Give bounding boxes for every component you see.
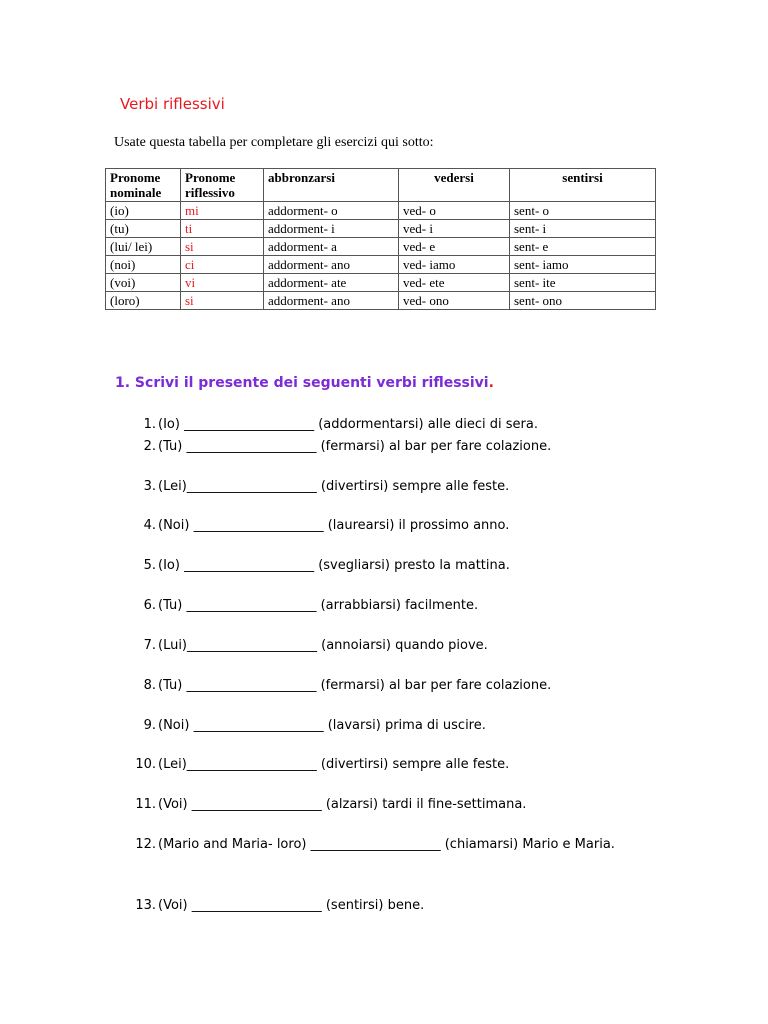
cell-vedersi: ved- ete (399, 274, 510, 292)
cell-reflexive: ti (181, 220, 264, 238)
conjugation-table (105, 168, 656, 310)
exercise-item (108, 476, 668, 498)
cell-pronoun: (noi) (106, 256, 181, 274)
cell-pronoun: (loro) (106, 292, 181, 310)
exercise-text: (Io) ____________________ (addormentarsi) alle dieci di sera. (158, 417, 538, 432)
header-vedersi: vedersi (399, 169, 510, 202)
exercise-item (108, 675, 668, 697)
cell-abbronzarsi: addorment- ano (264, 292, 399, 310)
cell-reflexive: si (181, 238, 264, 256)
table-row (106, 274, 656, 292)
exercise-number: 7. (143, 638, 156, 653)
exercise-item (108, 436, 668, 458)
cell-abbronzarsi: addorment- i (264, 220, 399, 238)
cell-abbronzarsi: addorment- a (264, 238, 399, 256)
exercise-text: (Lui)____________________ (annoiarsi) quando piove. (158, 638, 488, 653)
cell-abbronzarsi: addorment- o (264, 202, 399, 220)
exercise-text: (Noi) ____________________ (laurearsi) il prossimo anno. (158, 518, 510, 533)
exercise-number: 10. (135, 757, 156, 772)
exercise-text: (Lei)____________________ (divertirsi) sempre alle feste. (158, 757, 510, 772)
exercise-item (108, 635, 668, 657)
header-sentirsi: sentirsi (510, 169, 656, 202)
exercise-item (108, 715, 668, 737)
section-heading (115, 375, 494, 391)
exercise-item (108, 895, 668, 917)
page-title: Verbi riflessivi (120, 95, 225, 113)
exercise-item (108, 515, 668, 537)
table-row (106, 256, 656, 274)
exercise-number: 5. (143, 558, 156, 573)
table-row (106, 238, 656, 256)
cell-pronoun: (io) (106, 202, 181, 220)
exercise-number: 6. (143, 598, 156, 613)
cell-pronoun: (lui/ lei) (106, 238, 181, 256)
exercise-text: (Tu) ____________________ (arrabbiarsi) facilmente. (158, 598, 479, 613)
exercise-text: (Io) ____________________ (svegliarsi) presto la mattina. (158, 558, 510, 573)
header-abbronzarsi: abbronzarsi (264, 169, 399, 202)
cell-sentirsi: sent- ono (510, 292, 656, 310)
cell-sentirsi: sent- i (510, 220, 656, 238)
table-row (106, 220, 656, 238)
exercise-item (108, 414, 668, 436)
table-header-row (106, 169, 656, 202)
section-heading-text: 1. Scrivi il presente dei seguenti verbi riflessivi (115, 375, 489, 391)
cell-reflexive: vi (181, 274, 264, 292)
exercise-text: (Tu) ____________________ (fermarsi) al bar per fare colazione. (158, 678, 552, 693)
cell-sentirsi: sent- ite (510, 274, 656, 292)
exercise-text: (Voi) ____________________ (alzarsi) tardi il fine-settimana. (158, 797, 527, 812)
cell-vedersi: ved- i (399, 220, 510, 238)
cell-vedersi: ved- e (399, 238, 510, 256)
cell-reflexive: ci (181, 256, 264, 274)
exercise-number: 1. (143, 417, 156, 432)
exercise-item (108, 794, 668, 816)
table-row (106, 292, 656, 310)
cell-abbronzarsi: addorment- ate (264, 274, 399, 292)
exercise-text: (Noi) ____________________ (lavarsi) prima di uscire. (158, 718, 486, 733)
exercise-number: 9. (143, 718, 156, 733)
exercise-text: (Tu) ____________________ (fermarsi) al bar per fare colazione. (158, 439, 552, 454)
section-heading-period: . (488, 375, 494, 391)
cell-pronoun: (voi) (106, 274, 181, 292)
cell-sentirsi: sent- e (510, 238, 656, 256)
exercise-item (108, 754, 668, 776)
table-row (106, 202, 656, 220)
header-pronome-nominale: Pronome nominale (106, 169, 181, 202)
cell-vedersi: ved- o (399, 202, 510, 220)
header-pronome-riflessivo: Pronome riflessivo (181, 169, 264, 202)
cell-abbronzarsi: addorment- ano (264, 256, 399, 274)
exercise-number: 3. (143, 479, 156, 494)
exercise-number: 8. (143, 678, 156, 693)
exercise-number: 4. (143, 518, 156, 533)
cell-vedersi: ved- iamo (399, 256, 510, 274)
intro-text: Usate questa tabella per completare gli esercizi qui sotto: (114, 135, 434, 150)
cell-sentirsi: sent- o (510, 202, 656, 220)
cell-sentirsi: sent- iamo (510, 256, 656, 274)
exercise-number: 12. (135, 837, 156, 852)
exercise-item (108, 834, 668, 856)
cell-reflexive: mi (181, 202, 264, 220)
exercise-number: 13. (135, 898, 156, 913)
exercise-number: 2. (143, 439, 156, 454)
exercise-item (108, 595, 668, 617)
exercise-number: 11. (135, 797, 156, 812)
cell-vedersi: ved- ono (399, 292, 510, 310)
exercise-text: (Mario and Maria- loro) ____________________ (chiamarsi) Mario e Maria. (158, 837, 615, 852)
exercise-item (108, 555, 668, 577)
exercise-text: (Lei)____________________ (divertirsi) sempre alle feste. (158, 479, 510, 494)
cell-pronoun: (tu) (106, 220, 181, 238)
exercise-text: (Voi) ____________________ (sentirsi) bene. (158, 898, 425, 913)
cell-reflexive: si (181, 292, 264, 310)
